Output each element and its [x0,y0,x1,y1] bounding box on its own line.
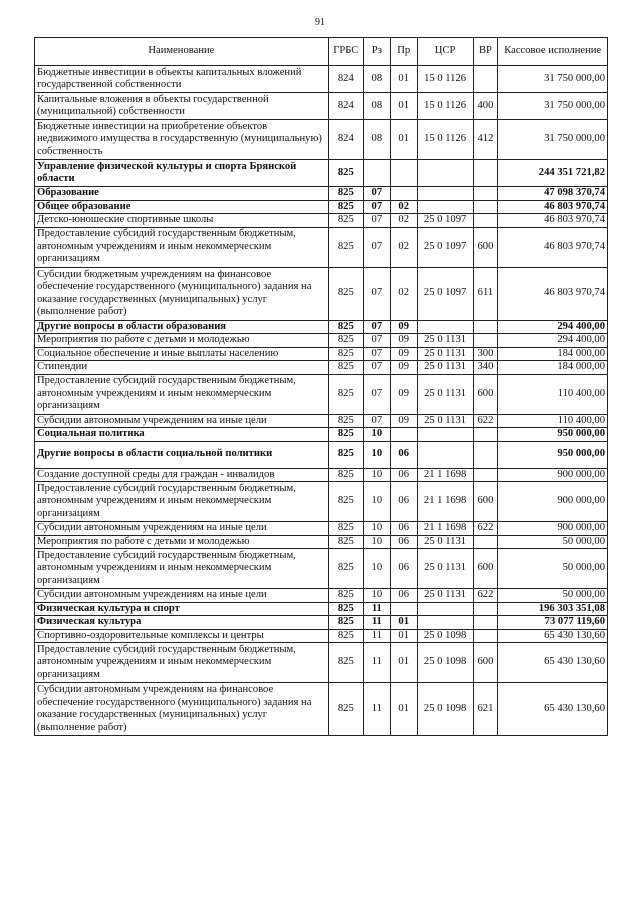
table-row [35,120,608,160]
cell-rz: 10 [363,522,390,536]
cell-vr [473,66,498,93]
cell-csr [417,616,473,630]
column-header-pr: Пр [390,38,417,66]
cell-pr: 09 [390,347,417,361]
cell-sum: 950 000,00 [498,428,608,442]
cell-grbs: 825 [328,549,363,589]
cell-pr: 09 [390,334,417,348]
table-row [35,66,608,93]
cell-grbs: 825 [328,522,363,536]
cell-csr [417,428,473,442]
cell-csr: 21 1 1698 [417,482,473,522]
cell-csr: 15 0 1126 [417,66,473,93]
table-body [35,66,608,736]
table-row [35,334,608,348]
cell-grbs: 825 [328,200,363,214]
cell-vr [473,468,498,482]
cell-name: Капитальные вложения в объекты государственной (муниципальной) собственности [35,93,329,120]
table-row [35,602,608,616]
cell-vr: 300 [473,347,498,361]
cell-name: Физическая культура и спорт [35,602,329,616]
table-row [35,267,608,320]
cell-csr: 25 0 1131 [417,414,473,428]
cell-csr: 25 0 1131 [417,361,473,375]
page-number: 91 [315,17,325,28]
cell-pr: 09 [390,361,417,375]
cell-grbs: 825 [328,334,363,348]
cell-pr: 02 [390,267,417,320]
table-row [35,361,608,375]
table-row [35,214,608,228]
cell-pr: 01 [390,616,417,630]
table-row [35,428,608,442]
table-row [35,93,608,120]
cell-name: Социальное обеспечение и иные выплаты населению [35,347,329,361]
table-row [35,468,608,482]
cell-csr: 25 0 1097 [417,214,473,228]
cell-csr: 25 0 1098 [417,683,473,736]
cell-vr [473,334,498,348]
cell-csr [417,160,473,187]
cell-name: Социальная политика [35,428,329,442]
cell-csr: 15 0 1126 [417,120,473,160]
cell-csr [417,602,473,616]
cell-rz: 07 [363,334,390,348]
cell-rz: 07 [363,347,390,361]
cell-grbs: 825 [328,441,363,468]
cell-rz: 10 [363,441,390,468]
cell-rz: 10 [363,535,390,549]
cell-csr: 25 0 1131 [417,535,473,549]
cell-pr: 01 [390,93,417,120]
table-row [35,374,608,414]
cell-pr: 06 [390,549,417,589]
cell-sum: 46 803 970,74 [498,227,608,267]
cell-csr: 25 0 1131 [417,589,473,603]
cell-pr: 01 [390,66,417,93]
cell-vr: 600 [473,643,498,683]
cell-vr: 600 [473,227,498,267]
cell-grbs: 825 [328,267,363,320]
cell-csr: 21 1 1698 [417,468,473,482]
cell-sum: 65 430 130,60 [498,683,608,736]
cell-pr: 06 [390,441,417,468]
cell-pr [390,428,417,442]
cell-rz: 08 [363,120,390,160]
table-row [35,535,608,549]
cell-name: Бюджетные инвестиции на приобретение объектов недвижимого имущества в государственную (муниципальную) собственность [35,120,329,160]
cell-name: Детско-юношеские спортивные школы [35,214,329,228]
cell-name: Субсидии бюджетным учреждениям на финансовое обеспечение государственного (муниципального) задания на оказание государственных (муниципальных) услуг (выполнение работ) [35,267,329,320]
cell-name: Создание доступной среды для граждан - инвалидов [35,468,329,482]
cell-grbs: 825 [328,535,363,549]
cell-pr: 06 [390,535,417,549]
cell-grbs: 825 [328,602,363,616]
table-row [35,643,608,683]
cell-sum: 46 803 970,74 [498,200,608,214]
cell-grbs: 825 [328,187,363,201]
cell-name: Предоставление субсидий государственным бюджетным, автономным учреждениям и иным некоммерческим организациям [35,227,329,267]
cell-sum: 50 000,00 [498,535,608,549]
cell-vr: 600 [473,549,498,589]
cell-vr [473,214,498,228]
cell-pr [390,187,417,201]
cell-sum: 65 430 130,60 [498,643,608,683]
cell-name: Другие вопросы в области образования [35,320,329,334]
cell-pr [390,602,417,616]
column-header-grbs: ГРБС [328,38,363,66]
cell-vr [473,428,498,442]
cell-name: Субсидии автономным учреждениям на иные цели [35,589,329,603]
cell-grbs: 825 [328,160,363,187]
cell-sum: 31 750 000,00 [498,120,608,160]
table-row [35,200,608,214]
cell-vr [473,160,498,187]
cell-csr: 25 0 1097 [417,267,473,320]
cell-name: Стипендии [35,361,329,375]
cell-grbs: 825 [328,468,363,482]
cell-vr: 412 [473,120,498,160]
cell-rz: 08 [363,66,390,93]
table-row [35,616,608,630]
cell-name: Предоставление субсидий государственным бюджетным, автономным учреждениям и иным некоммерческим организациям [35,643,329,683]
column-header-sum: Кассовое исполнение [498,38,608,66]
cell-vr [473,187,498,201]
cell-pr [390,160,417,187]
column-header-vr: ВР [473,38,498,66]
cell-name: Предоставление субсидий государственным бюджетным, автономным учреждениям и иным некоммерческим организациям [35,482,329,522]
cell-name: Предоставление субсидий государственным бюджетным, автономным учреждениям и иным некоммерческим организациям [35,549,329,589]
table-row [35,683,608,736]
cell-vr: 600 [473,374,498,414]
cell-grbs: 825 [328,374,363,414]
cell-sum: 950 000,00 [498,441,608,468]
cell-csr: 21 1 1698 [417,522,473,536]
cell-rz: 08 [363,93,390,120]
cell-rz: 11 [363,683,390,736]
cell-sum: 50 000,00 [498,549,608,589]
cell-name: Предоставление субсидий государственным бюджетным, автономным учреждениям и иным некоммерческим организациям [35,374,329,414]
cell-csr: 25 0 1097 [417,227,473,267]
cell-csr [417,441,473,468]
cell-sum: 73 077 119,60 [498,616,608,630]
cell-name: Физическая культура [35,616,329,630]
cell-name: Общее образование [35,200,329,214]
cell-pr: 09 [390,320,417,334]
cell-csr: 25 0 1098 [417,629,473,643]
cell-rz: 10 [363,428,390,442]
cell-csr [417,187,473,201]
cell-name: Субсидии автономным учреждениям на финансовое обеспечение государственного (муниципального) задания на оказание государственных (муниципальных) услуг (выполнение работ) [35,683,329,736]
cell-vr [473,602,498,616]
cell-pr: 06 [390,522,417,536]
cell-sum: 184 000,00 [498,347,608,361]
cell-grbs: 825 [328,428,363,442]
cell-grbs: 825 [328,643,363,683]
cell-name: Спортивно-оздоровительные комплексы и центры [35,629,329,643]
cell-csr: 25 0 1131 [417,334,473,348]
cell-rz: 11 [363,629,390,643]
cell-csr: 25 0 1131 [417,549,473,589]
cell-pr: 02 [390,200,417,214]
cell-pr: 06 [390,468,417,482]
cell-sum: 110 400,00 [498,374,608,414]
cell-sum: 110 400,00 [498,414,608,428]
cell-rz: 07 [363,187,390,201]
table-row [35,347,608,361]
table-row [35,187,608,201]
cell-pr: 06 [390,589,417,603]
cell-name: Образование [35,187,329,201]
cell-rz: 11 [363,616,390,630]
cell-sum: 900 000,00 [498,482,608,522]
table-row [35,629,608,643]
cell-name: Субсидии автономным учреждениям на иные цели [35,414,329,428]
cell-rz: 07 [363,374,390,414]
cell-sum: 47 098 370,74 [498,187,608,201]
cell-rz: 11 [363,602,390,616]
cell-csr [417,320,473,334]
cell-sum: 196 303 351,08 [498,602,608,616]
cell-grbs: 825 [328,227,363,267]
cell-sum: 50 000,00 [498,589,608,603]
cell-name: Субсидии автономным учреждениям на иные цели [35,522,329,536]
cell-csr: 25 0 1098 [417,643,473,683]
cell-csr: 25 0 1131 [417,347,473,361]
cell-name: Управление физической культуры и спорта Брянской области [35,160,329,187]
cell-vr: 621 [473,683,498,736]
cell-rz: 07 [363,320,390,334]
cell-vr: 400 [473,93,498,120]
cell-sum: 294 400,00 [498,334,608,348]
cell-rz [363,160,390,187]
cell-vr [473,629,498,643]
cell-rz: 07 [363,361,390,375]
cell-vr: 611 [473,267,498,320]
cell-sum: 46 803 970,74 [498,267,608,320]
cell-name: Другие вопросы в области социальной политики [35,441,329,468]
cell-pr: 01 [390,629,417,643]
column-header-name: Наименование [35,38,329,66]
cell-rz: 07 [363,214,390,228]
table-header-row [35,38,608,66]
table-row [35,441,608,468]
cell-vr: 600 [473,482,498,522]
cell-grbs: 825 [328,589,363,603]
cell-vr [473,200,498,214]
table-row [35,320,608,334]
cell-vr: 622 [473,522,498,536]
column-header-csr: ЦСР [417,38,473,66]
cell-rz: 07 [363,414,390,428]
cell-grbs: 825 [328,414,363,428]
cell-grbs: 824 [328,93,363,120]
cell-sum: 184 000,00 [498,361,608,375]
cell-pr: 02 [390,227,417,267]
cell-pr: 06 [390,482,417,522]
cell-sum: 46 803 970,74 [498,214,608,228]
cell-vr [473,535,498,549]
table-row [35,160,608,187]
cell-pr: 01 [390,120,417,160]
cell-rz: 10 [363,589,390,603]
cell-rz: 10 [363,468,390,482]
table-row [35,589,608,603]
cell-sum: 31 750 000,00 [498,66,608,93]
cell-sum: 65 430 130,60 [498,629,608,643]
cell-rz: 07 [363,227,390,267]
cell-name: Мероприятия по работе с детьми и молодежью [35,535,329,549]
cell-grbs: 825 [328,214,363,228]
cell-vr: 622 [473,589,498,603]
cell-vr [473,616,498,630]
column-header-rz: Рз [363,38,390,66]
table-row [35,522,608,536]
cell-pr: 09 [390,374,417,414]
table-row [35,549,608,589]
budget-table [34,37,608,736]
cell-vr [473,320,498,334]
cell-grbs: 825 [328,616,363,630]
cell-csr: 25 0 1131 [417,374,473,414]
cell-sum: 294 400,00 [498,320,608,334]
cell-csr: 15 0 1126 [417,93,473,120]
cell-grbs: 825 [328,482,363,522]
cell-pr: 02 [390,214,417,228]
table-row [35,414,608,428]
cell-pr: 09 [390,414,417,428]
cell-sum: 900 000,00 [498,468,608,482]
cell-pr: 01 [390,643,417,683]
cell-vr [473,441,498,468]
cell-rz: 10 [363,549,390,589]
cell-rz: 07 [363,200,390,214]
cell-vr: 622 [473,414,498,428]
table-row [35,227,608,267]
cell-sum: 900 000,00 [498,522,608,536]
cell-sum: 31 750 000,00 [498,93,608,120]
cell-name: Бюджетные инвестиции в объекты капитальных вложений государственной собственности [35,66,329,93]
cell-csr [417,200,473,214]
cell-grbs: 825 [328,347,363,361]
cell-grbs: 824 [328,120,363,160]
cell-rz: 11 [363,643,390,683]
cell-rz: 10 [363,482,390,522]
cell-name: Мероприятия по работе с детьми и молодежью [35,334,329,348]
cell-grbs: 825 [328,629,363,643]
cell-pr: 01 [390,683,417,736]
cell-grbs: 825 [328,320,363,334]
table-row [35,482,608,522]
cell-grbs: 825 [328,361,363,375]
cell-sum: 244 351 721,82 [498,160,608,187]
cell-grbs: 825 [328,683,363,736]
cell-grbs: 824 [328,66,363,93]
cell-rz: 07 [363,267,390,320]
cell-vr: 340 [473,361,498,375]
